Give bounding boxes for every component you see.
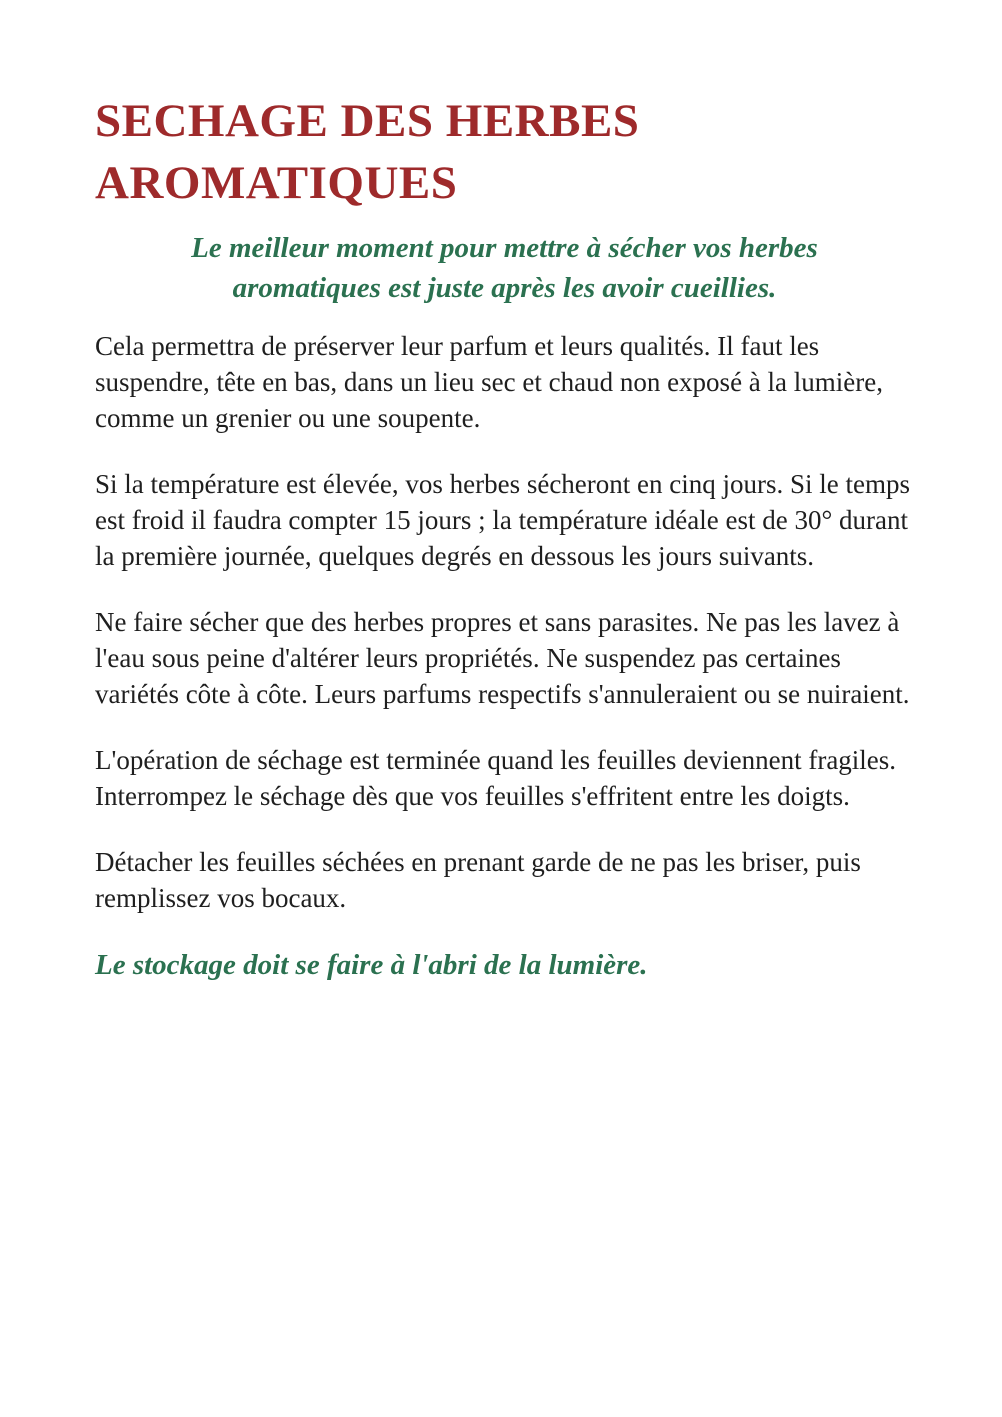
body-paragraph-3: Ne faire sécher que des herbes propres et sans parasites. Ne pas les lavez à l'eau sous peine d'altérer leurs propriétés. Ne suspendez pas certaines variétés côte à côte. Leurs parfums respectifs s'annuleraient ou se nuiraient.: [95, 607, 910, 709]
lead-paragraph: Le meilleur moment pour mettre à sécher vos herbes aromatiques est juste après les avoir cueillies.: [191, 232, 818, 304]
body-paragraph-4: L'opération de séchage est terminée quand les feuilles deviennent fragiles. Interrompez le séchage dès que vos feuilles s'effritent entre les doigts.: [95, 745, 897, 811]
body-paragraph-1: Cela permettra de préserver leur parfum et leurs qualités. Il faut les suspendre, tête en bas, dans un lieu sec et chaud non exposé à la lumière, comme un grenier ou une soupente.: [95, 331, 883, 433]
closing-note: Le stockage doit se faire à l'abri de la lumière.: [95, 949, 648, 981]
body-paragraph-2: Si la température est élevée, vos herbes sécheront en cinq jours. Si le temps est froid il faudra compter 15 jours ; la température idéale est de 30° durant la première journée, quelques degrés en dessous les jours suivants.: [95, 469, 910, 571]
body-paragraph-5: Détacher les feuilles séchées en prenant garde de ne pas les briser, puis remplissez vos bocaux.: [95, 847, 861, 913]
document-title: SECHAGE DES HERBES AROMATIQUES: [95, 95, 640, 209]
